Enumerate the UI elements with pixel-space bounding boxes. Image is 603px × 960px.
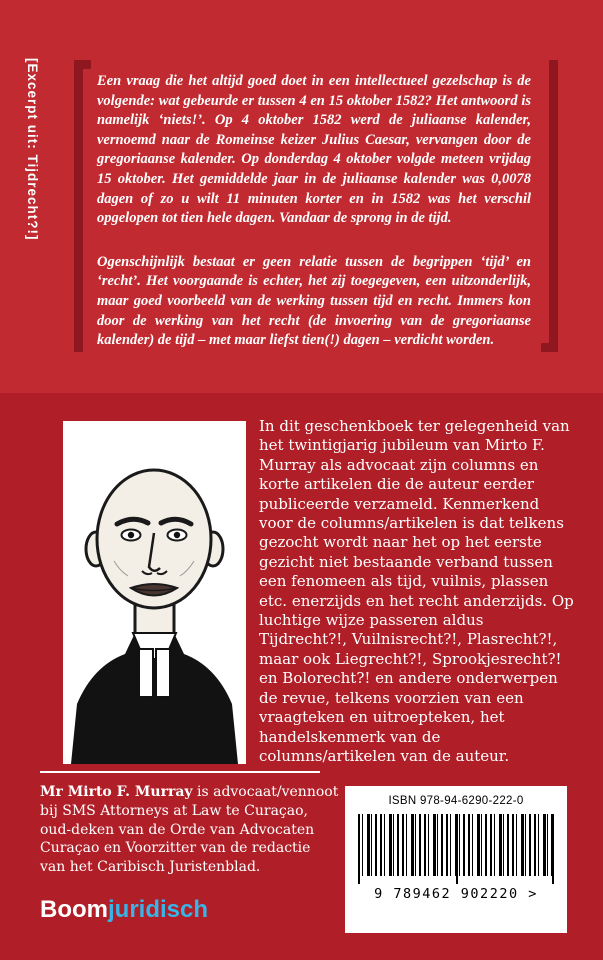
barcode-digits: 9 789462 902220 > xyxy=(374,886,538,902)
author-portrait xyxy=(63,421,246,764)
excerpt-section xyxy=(0,0,603,393)
divider-line xyxy=(40,771,320,773)
barcode-guard-left xyxy=(358,814,360,884)
excerpt-spine-label: [Excerpt uit: Tijdrecht?!] xyxy=(25,58,40,241)
open-quote-bracket xyxy=(74,60,91,352)
quote-paragraph-2: Ogenschijnlijk bestaat er geen relatie tussen de begrippen ‘tijd’ en ‘recht’. Het voorgaande is echter, het zij toegegeven, een uitzonderlijk, maar goed voorbeeld van de werking tussen tijd en recht. Immers kon door de werking van het recht (de invoering van de gregoriaanse kalender) de tijd – met maar liefst tien(!) dagen – verdicht worden. xyxy=(97,253,531,349)
author-name: Mr Mirto F. Murray xyxy=(40,784,193,800)
barcode-guard-right xyxy=(552,814,554,884)
author-bio xyxy=(40,783,340,877)
barcode xyxy=(358,814,554,876)
barcode-panel xyxy=(345,786,567,933)
author-bio-text: is advocaat/vennoot bij SMS Attorneys at Law te Curaçao, oud-deken van de Orde van Advocaten Curaçao en Voorzitter van de redactie van het Caribisch Juristenblad. xyxy=(40,784,339,876)
quote-paragraph-1: Een vraag die het altijd goed doet in een intellectueel gezelschap is de volgende: wat gebeurde er tussen 4 en 15 oktober 1582? Het antwoord is namelijk ‘niets!’. Op 4 oktober 1582 werd de juliaanse kalender, vernoemd naar de Romeinse keizer Julius Caesar, vervangen door de gregoriaanse kalender. Op donderdag 4 oktober volgde meteen vrijdag 15 oktober. Het gemiddelde jaar in de juliaanse kalender was 0,0078 dagen of zo u wilt 11 minuten korter en in 1582 was het verschil opgelopen tot tien hele dagen. Vandaar de sprong in de tijd. xyxy=(97,73,531,227)
close-quote-bracket xyxy=(541,60,558,352)
excerpt-quote xyxy=(97,72,531,351)
barcode-guard-center xyxy=(456,814,458,884)
isbn-label: ISBN 978-94-6290-222-0 xyxy=(388,795,524,807)
book-blurb: In dit geschenkboek ter gelegenheid van het twintigjarig jubileum van Mirto F. Murray als advocaat zijn columns en korte artikelen die de auteur eerder publiceerde verzameld. Kenmerkend voor de columns/artikelen is dat telkens gezocht wordt naar het op het eerste gezicht niet bestaande verband tussen een fenomeen als tijd, vuilnis, plassen etc. enerzijds en het recht anderzijds. Op luchtige wijze passeren aldus Tijdrecht?!, Vuilnisrecht?!, Plasrecht?!, maar ook Liegrecht?!, Sprookjesrecht?! en Bolorecht?! en andere onderwerpen de revue, telkens voorzien van een vraagteken en uitroepteken, het handelskenmerk van de columns/artikelen van de auteur. xyxy=(259,417,574,765)
publisher-logo xyxy=(40,896,208,924)
description-section xyxy=(0,393,603,960)
publisher-name-boom: Boom xyxy=(40,896,108,923)
publisher-name-juridisch: juridisch xyxy=(108,896,209,923)
portrait-drawing xyxy=(63,421,246,764)
